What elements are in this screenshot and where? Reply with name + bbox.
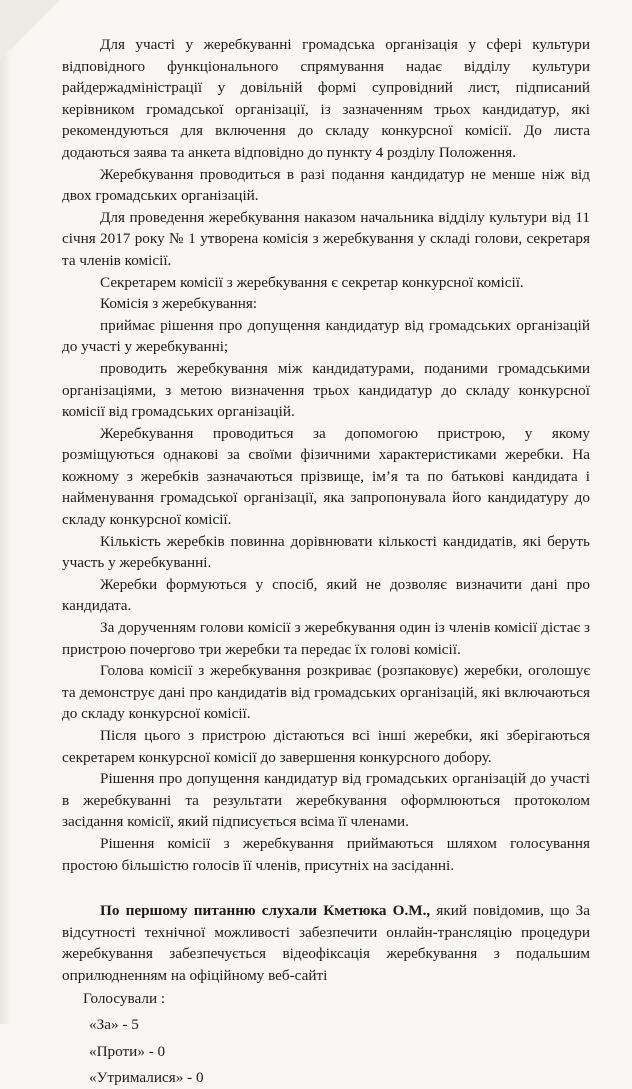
hearing-paragraph — [62, 900, 590, 986]
paragraph: приймає рішення про допущення кандидатур від громадських організацій до участі у жеребкуванні; — [62, 316, 590, 356]
paragraph: Рішення про допущення кандидатур від громадських організацій до участі в жеребкуванні та результати жеребкування оформлюються протоколом засідання комісії, який підписується всіма її членами. — [62, 770, 590, 831]
vote-against: «Проти» - 0 — [89, 1042, 166, 1060]
page-corner-fold — [0, 0, 60, 60]
page-edge-shadow — [0, 0, 10, 1024]
paragraph: За дорученням голови комісії з жеребкування один із членів комісії дістає з пристрою почергово три жеребки та передає їх голові комісії. — [62, 619, 590, 658]
hearing-speaker: По першому питанню слухали Кметюка О.М., — [100, 902, 431, 920]
vote-for: «За» - 5 — [89, 1016, 139, 1034]
paragraph: Голова комісії з жеребкування розкриває (розпаковує) жеребки, оголошує та демонструє дані про кандидатів від громадських організацій, які включаються до складу конкурсної комісії. — [62, 662, 590, 723]
section-gap — [62, 876, 590, 900]
paragraph: Після цього з пристрою дістаються всі інші жеребки, які зберігаються секретарем конкурсної комісії до завершення конкурсного добору. — [62, 727, 590, 766]
paragraph: проводить жеребкування між кандидатурами, поданими громадськими організаціями, з метою визначення трьох кандидатур до складу конкурсної комісії від громадських організацій. — [62, 359, 590, 421]
paragraph: Жеребки формуються у спосіб, який не дозволяє визначити дані про кандидата. — [62, 575, 590, 615]
vote-abstained: «Утрималися» - 0 — [89, 1069, 204, 1087]
hearing-text: який повідомив, що За відсутності технічної можливості забезпечити онлайн-трансляцію процедури жеребкування забезпечується відеофіксація жеребкування з подальшим оприлюдненням на офіційному веб-сайті — [62, 902, 591, 984]
procedure-text — [62, 34, 590, 876]
paragraph: Рішення комісії з жеребкування приймаються шляхом голосування простою більшістю голосів її членів, присутніх на засіданні. — [62, 834, 590, 874]
paragraph: Жеребкування проводиться в разі подання кандидатур не менше ніж від двох громадських організацій. — [62, 165, 590, 205]
paragraph: Жеребкування проводиться за допомогою пристрою, у якому розміщуються однакові за своїми фізичними характеристиками жеребки. На кожному з жеребків зазначаються прізвище, ім’я та по батькові кандидата і найменування громадської організації, яка запропонувала його кандидатуру до складу конкурсної комісії. — [62, 424, 590, 529]
paragraph: Комісія з жеребкування: — [100, 295, 258, 313]
voting-heading: Голосували : — [83, 989, 166, 1007]
paragraph: Секретарем комісії з жеребкування є секретар конкурсної комісії. — [100, 273, 524, 291]
paragraph: Для проведення жеребкування наказом начальника відділу культури від 11 січня 2017 року № 1 утворена комісія з жеребкування у складі голови, секретаря та членів комісії. — [62, 208, 590, 269]
paragraph: Кількість жеребків повинна дорівнювати кількості кандидатів, які беруть участь у жеребкуванні. — [62, 532, 590, 572]
paragraph: Для участі у жеребкуванні громадська організація у сфері культури відповідного функціонального спрямування надає відділу культури райдержадміністрації у довільній формі супровідний лист, підписаний керівником громадської організації, із зазначенням трьох кандидатур, які рекомендуються для включення до складу конкурсної комісії. До листа додаються заява та анкета відповідно до пункту 4 розділу Положення. — [62, 36, 590, 161]
